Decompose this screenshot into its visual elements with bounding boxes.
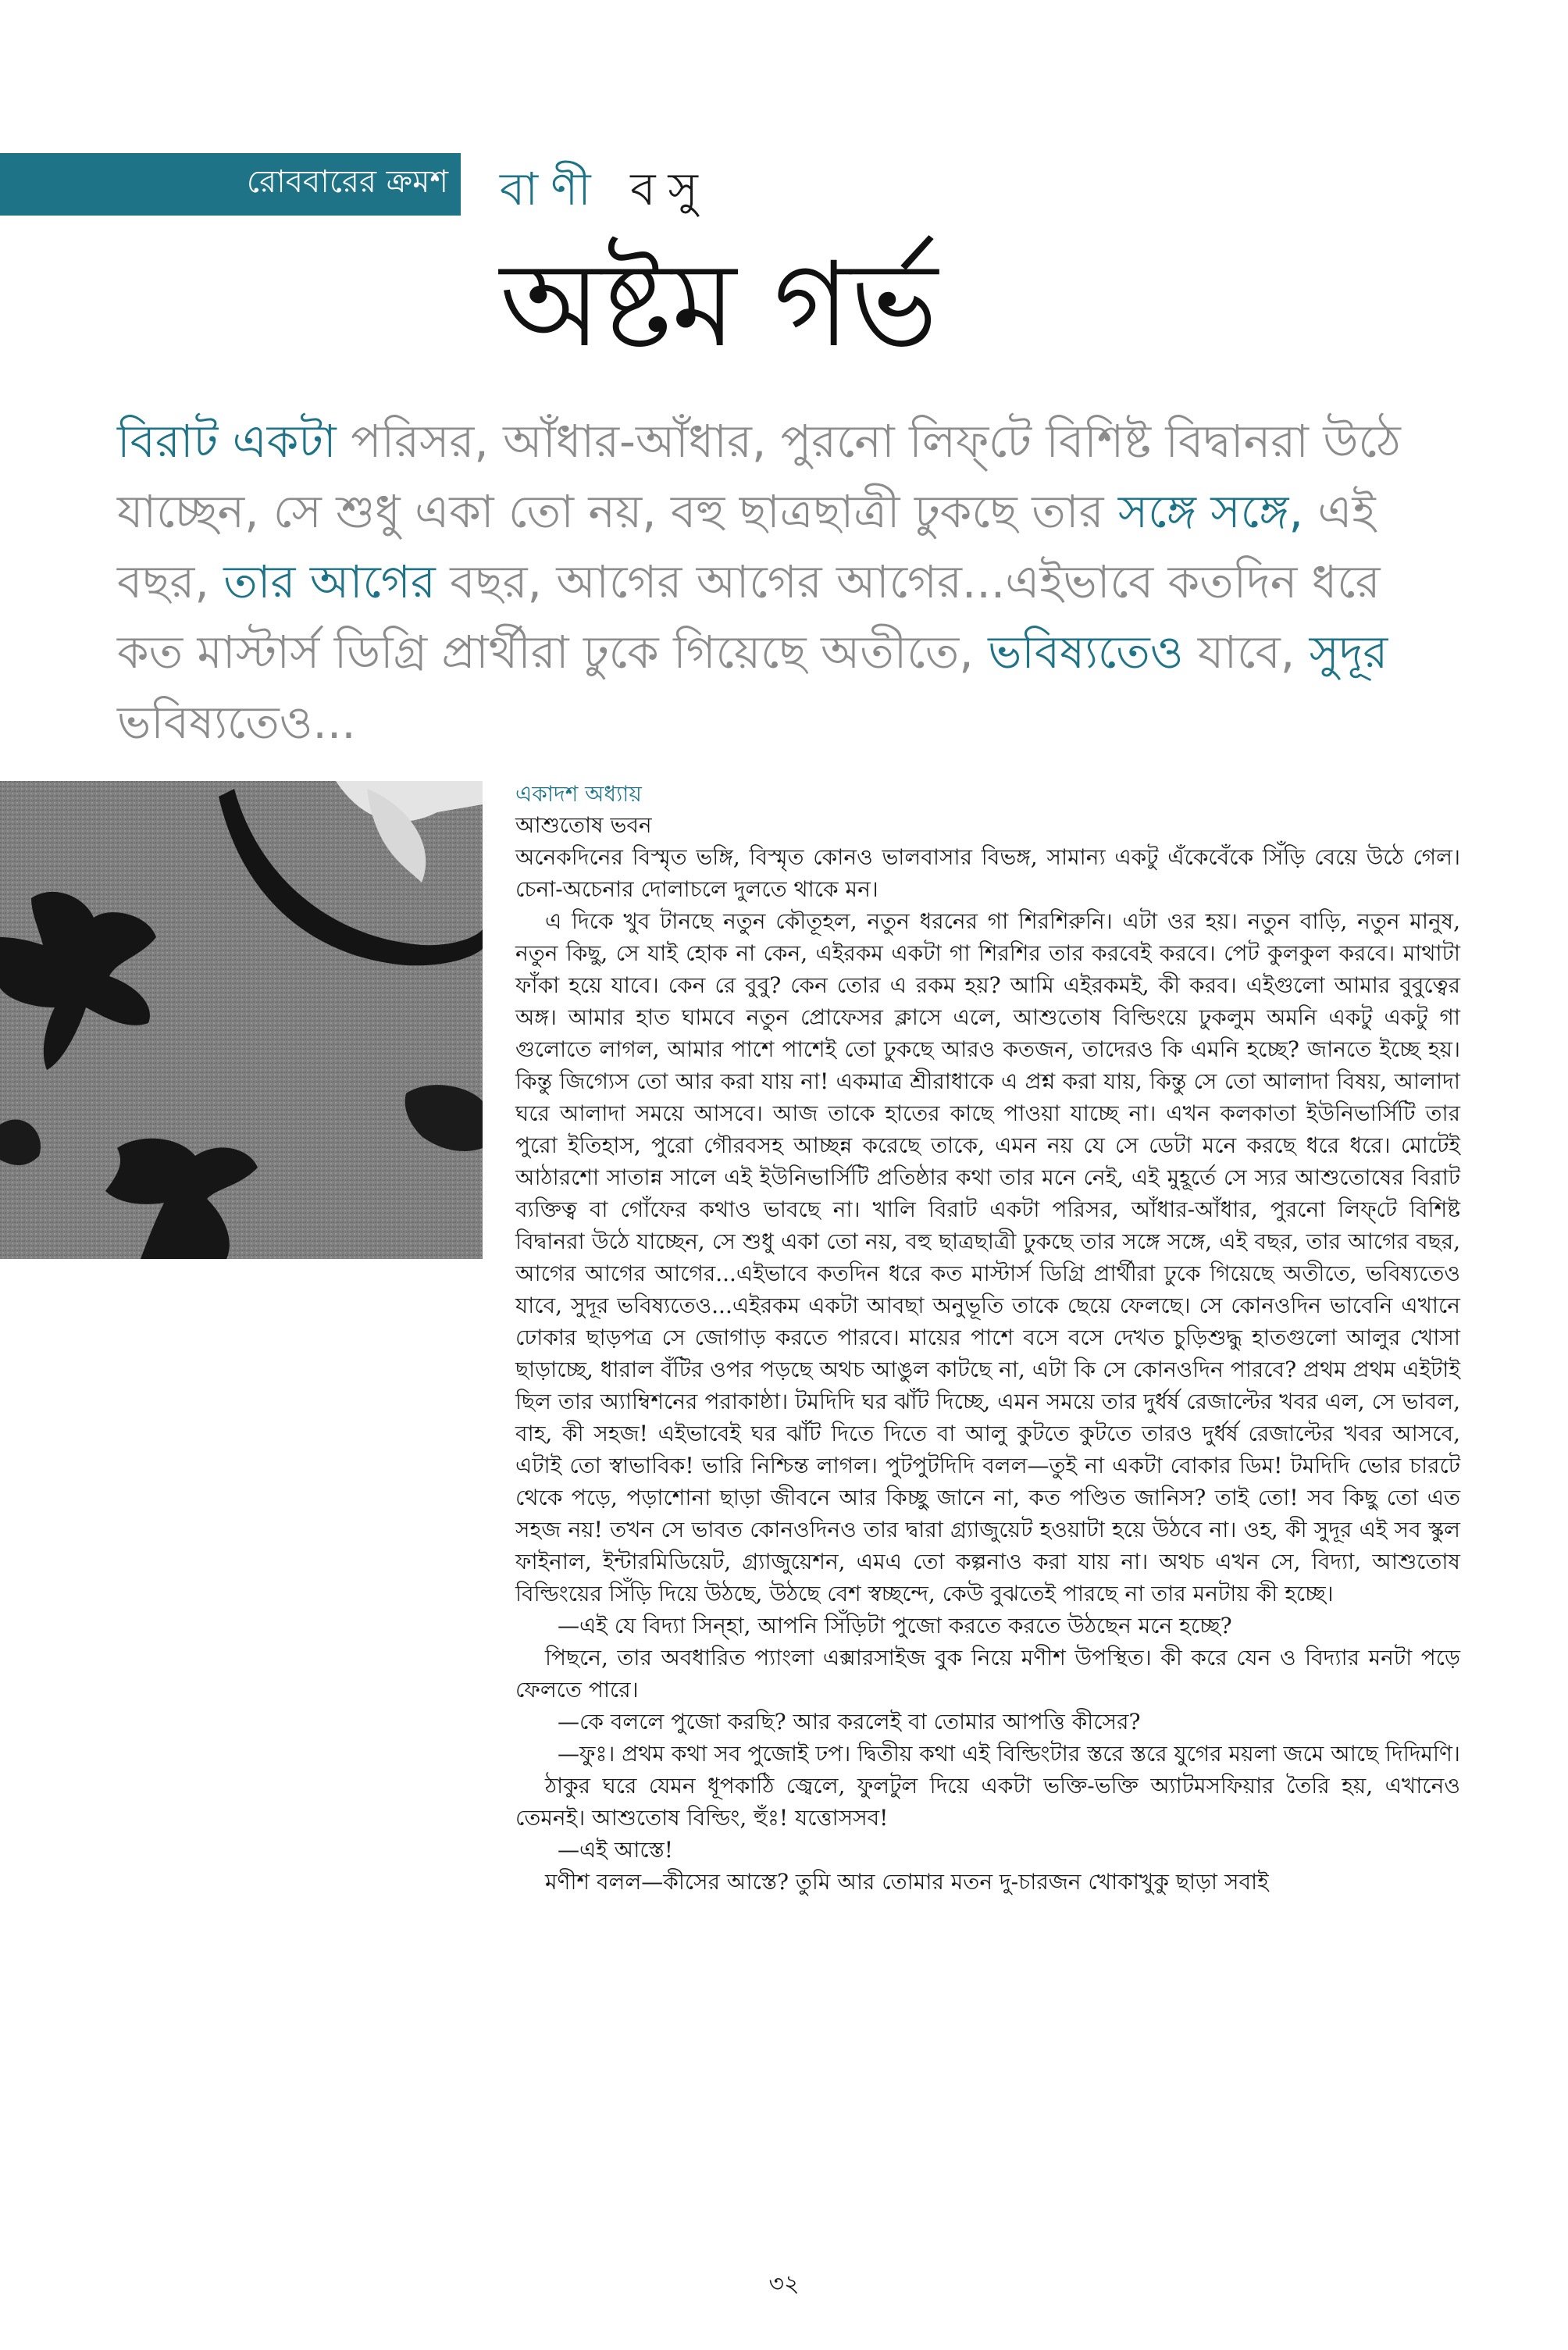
lede-highlight: তার আগের [223, 555, 436, 608]
lede-highlight: সুদূর [1309, 626, 1388, 679]
body-paragraph: —কে বললে পুজো করছি? আর করলেই বা তোমার আপত্তি কীসের? [558, 1709, 1141, 1735]
body-paragraph: —এই আস্তে! [558, 1837, 674, 1863]
body-paragraph: —ফুঃ। প্রথম কথা সব পুজোই ঢপ। দ্বিতীয় কথা এই বিল্ডিংটার স্তরে স্তরে যুগের ময়লা জমে আছে দিদিমণি। [558, 1741, 1460, 1767]
lede-text: বছর, আগের আগের আগের...এইভাবে কতদিন ধরে কত মাস্টার্স ডিগ্রি প্রার্থীরা ঢুকে গিয়েছে অতীতে, [117, 555, 1381, 679]
body-paragraph: ঠাকুর ঘরে যেমন ধূপকাঠি জ্বেলে, ফুলটুল দিয়ে একটা ভক্তি-ভক্তি অ্যাটমসফিয়ার তৈরি হয়, এখানেও তেমনই। আশুতোষ বিল্ডিং, হুঁঃ! যত্তোসসব! [515, 1773, 1460, 1831]
chapter-subtitle: আশুতোষ ভবন [515, 812, 652, 838]
body-paragraph: মণীশ বলল—কীসের আস্তে? তুমি আর তোমার মতন দু-চারজন খোকাখুকু ছাড়া সবাই [545, 1869, 1269, 1895]
page-number: ৩২ [768, 2270, 800, 2298]
stencil-illustration [0, 781, 483, 1259]
lede-text: ভবিষ্যতেও... [117, 696, 356, 749]
body-paragraph: এ দিকে খুব টানছে নতুন কৌতূহল, নতুন ধরনের গা শিরশিরুনি। এটা ওর হয়। নতুন বাড়ি, নতুন মানুষ, নতুন কিছু, সে যাই হোক না কেন, এইরকম একটা গা শিরশির তার করবেই করবে। পেট কুলকুল করবে। মাথাটা ফাঁকা হয়ে যাবে। কেন রে বুবু? কেন তোর এ রকম হয়? আমি এইরকমই, কী করব। এইগুলো আমার বুবুত্বের অঙ্গ। আমার হাত ঘামবে নতুন প্রোফেসর ক্লাসে এলে, আশুতোষ বিল্ডিংয়ে ঢুকলুম অমনি একটু একটু গা গুলোতে লাগল, আমার পাশে পাশেই তো ঢুকছে আরও কতজন, তাদেরও কি এমনি হচ্ছে? জানতে ইচ্ছে হয়। কিন্তু জিগ্যেস তো আর করা যায় না! একমাত্র শ্রীরাধাকে এ প্রশ্ন করা যায়, কিন্তু সে তো আলাদা বিষয়, আলাদা ঘরে আলাদা সময়ে আসবে। আজ তাকে হাতের কাছে পাওয়া যাচ্ছে না। এখন কলকাতা ইউনিভার্সিটি তার পুরো ইতিহাস, পুরো গৌরবসহ আচ্ছন্ন করেছে তাকে, এমন নয় যে সে ডেটা মনে করছে ধরে ধরে। মোটেই আঠারশো সাতান্ন সালে এই ইউনিভার্সিটি প্রতিষ্ঠার কথা তার মনে নেই, এই মুহূর্তে সে স্যর আশুতোষের বিরাট ব্যক্তিত্ব বা গোঁফের কথাও ভাবছে না। খালি বিরাট একটা পরিসর, আঁধার-আঁধার, পুরনো লিফ্‌টে বিশিষ্ট বিদ্বানরা উঠে যাচ্ছেন, সে শুধু একা তো নয়, বহু ছাত্রছাত্রী ঢুকছে তার সঙ্গে সঙ্গে, এই বছর, তার আগের বছর, আগের আগের আগের...এইভাবে কতদিন ধরে কত মাস্টার্স ডিগ্রি প্রার্থীরা ঢুকে গিয়েছে অতীতে, ভবিষ্যতেও যাবে, সুদূর ভবিষ্যতেও...এইরকম একটা আবছা অনুভূতি তাকে ছেয়ে ফেলছে। সে কোনওদিন ভাবেনি এখানে ঢোকার ছাড়পত্র সে জোগাড় করতে পারবে। মায়ের পাশে বসে বসে দেখত চুড়িশুদ্ধু হাতগুলো আলুর খোসা ছাড়াচ্ছে, ধারাল বঁটির ওপর পড়ছে অথচ আঙুল কাটছে না, এটা কি সে কোনওদিন পারবে? প্রথম প্রথম এইটাই ছিল তার অ্যাম্বিশনের পরাকাষ্ঠা। টমদিদি ঘর ঝাঁট দিচ্ছে, এমন সময়ে তার দুর্ধর্ষ রেজাল্টের খবর এল, সে ভাবল, বাহ, কী সহজ! এইভাবেই ঘর ঝাঁট দিতে দিতে বা আলু কুটতে কুটতে তারও দুর্ধর্ষ রেজাল্টের খবর আসবে, এটাই তো স্বাভাবিক! ভারি নিশ্চিন্ত লাগল। পুটপুটদিদি বলল—তুই না একটা বোকার ডিম! টমদিদি ভোর চারটে থেকে পড়ে, পড়াশোনা ছাড়া জীবনে আর কিচ্ছু জানে না, কত পণ্ডিত জানিস? তাই তো! সব কিছু তো এত সহজ নয়! তখন সে ভাবত কোনওদিনও তার দ্বারা গ্র্যাজুয়েট হওয়াটা হয়ে উঠবে না। ওহ, কী সুদূর এই সব স্কুল ফাইনাল, ইন্টারমিডিয়েট, গ্র্যাজুয়েশন, এমএ তো কল্পনাও করা যায় না। অথচ এখন সে, বিদ্যা, আশুতোষ বিল্ডিংয়ের সিঁড়ি দিয়ে উঠছে, উঠছে বেশ স্বচ্ছন্দে, কেউ বুঝতেই পারছে না তার মনটায় কী হচ্ছে। [515, 908, 1460, 1606]
lede-text: এই বছর, [117, 485, 1376, 608]
story-title: অষ্টম গর্ভ [500, 237, 938, 373]
body-paragraph: —এই যে বিদ্যা সিন্‌হা, আপনি সিঁড়িটা পুজো করতে করতে উঠছেন মনে হচ্ছে? [558, 1613, 1232, 1639]
lede-highlight: সঙ্গে সঙ্গে, [1117, 485, 1303, 538]
lede-text: যাবে, [1183, 626, 1310, 679]
author-first-name: বাণী [500, 162, 604, 216]
body-paragraph: অনেকদিনের বিস্মৃত ভঙ্গি, বিস্মৃত কোনও ভালবাসার বিভঙ্গ, সামান্য একটু এঁকেবেঁকে সিঁড়ি বেয়ে উঠে গেল। চেনা-অচেনার দোলাচলে দুলতে থাকে মন। [515, 844, 1460, 902]
lede-paragraph [117, 406, 1445, 758]
section-tag-label: রোববারের ক্রমশ [246, 164, 448, 200]
article-body [515, 809, 1460, 1898]
lede-highlight: বিরাট একটা [117, 415, 337, 468]
illustration-photo [0, 781, 483, 1259]
chapter-label: একাদশ অধ্যায় [515, 781, 642, 807]
body-paragraph: পিছনে, তার অবধারিত প্যাংলা এক্সারসাইজ বুক নিয়ে মণীশ উপস্থিত। কী করে যেন ও বিদ্যার মনটা পড়ে ফেলতে পারে। [515, 1645, 1460, 1703]
section-tag-banner [0, 153, 461, 216]
lede-highlight: ভবিষ্যতেও [988, 626, 1184, 679]
author-last-name: বসু [630, 162, 711, 216]
author-byline [500, 155, 711, 230]
lede-text: পরিসর, আঁধার-আঁধার, পুরনো লিফ্‌টে বিশিষ্ট বিদ্বানরা উঠে যাচ্ছেন, সে শুধু একা তো নয়, বহু ছাত্রছাত্রী ঢুকছে তার [117, 415, 1401, 538]
